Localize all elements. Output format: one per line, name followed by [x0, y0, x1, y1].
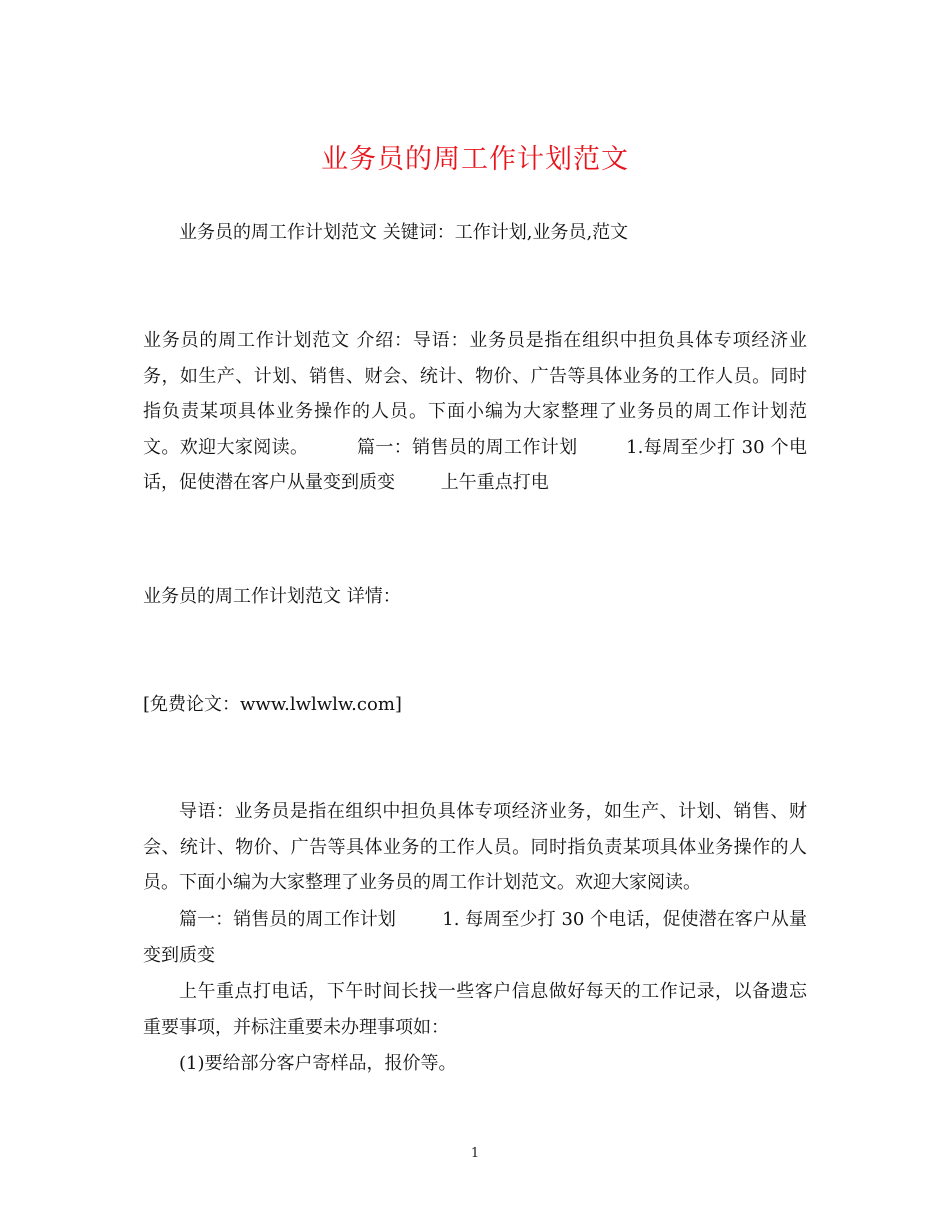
body-paragraph: 导语：业务员是指在组织中担负具体专项经济业务，如生产、计划、销售、财会、统计、物价、广告等具体业务的工作人员。同时指负责某项具体业务操作的人员。下面小编为大家整理了业务员的周工作计划范文。欢迎大家阅读。 [143, 801, 807, 893]
keywords-line: 业务员的周工作计划范文 关键词：工作计划,业务员,范文 [179, 222, 629, 243]
details-heading: 业务员的周工作计划范文 详情： [143, 586, 401, 607]
document-title: 业务员的周工作计划范文 [321, 144, 629, 175]
page-number: 1 [470, 1146, 480, 1161]
body-paragraph: 篇一：销售员的周工作计划 1. 每周至少打 30 个电话，促使潜在客户从量变到质变 [143, 909, 807, 966]
body-paragraph: 上午重点打电话，下午时间长找一些客户信息做好每天的工作记录，以备遗忘重要事项，并标注重要未办理事项如： [143, 981, 807, 1038]
free-paper-line: [免费论文：www.lwlwlw.com] [143, 694, 402, 715]
intro-paragraph: 业务员的周工作计划范文 介绍：导语：业务员是指在组织中担负具体专项经济业务，如生产、计划、销售、财会、统计、物价、广告等具体业务的工作人员。同时指负责某项具体业务操作的人员。下面小编为大家整理了业务员的周工作计划范文。欢迎大家阅读。 篇一：销售员的周工作计划 1.每周至少打 30 个电话，促使潜在客户从量变到质变 上午重点打电 [143, 330, 807, 493]
body-paragraph: (1)要给部分客户寄样品，报价等。 [179, 1053, 457, 1074]
